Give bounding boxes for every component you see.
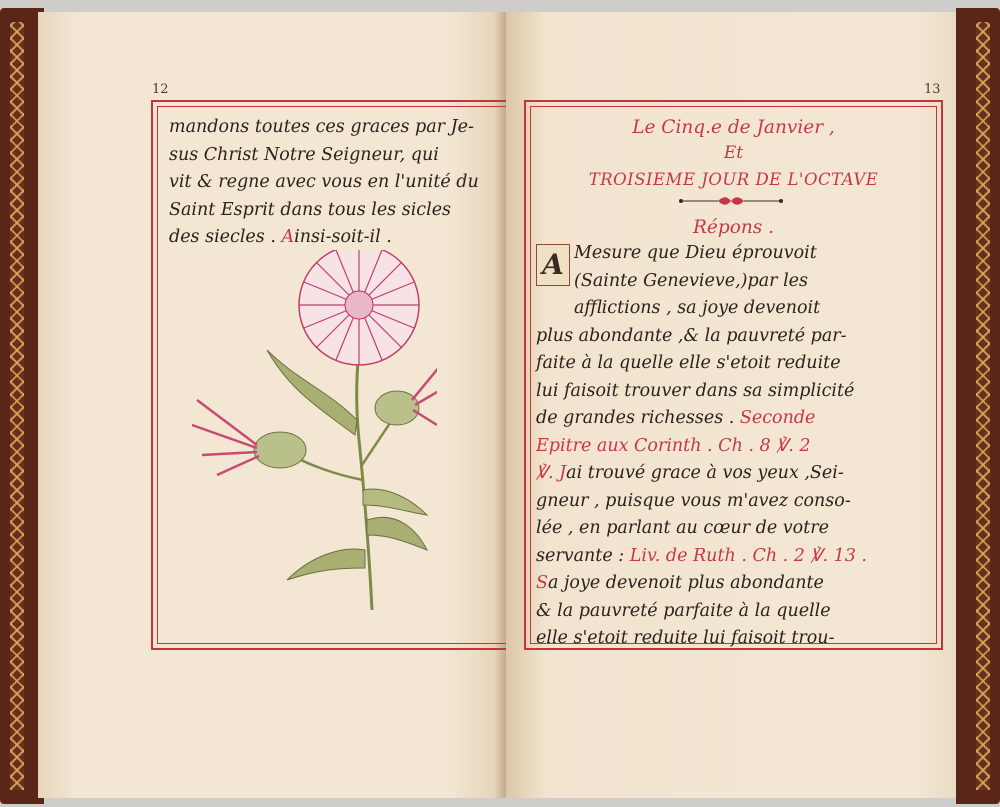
rubric-initial: J (559, 463, 567, 483)
text-line: plus abondante ,& la pauvreté par- (536, 325, 847, 346)
text-line: Sa joye devenoit plus abondante (536, 573, 824, 593)
text-line: des siecles . Ainsi-soit-il . (169, 227, 392, 247)
section-title-repons: Répons . (692, 217, 775, 238)
rubric-initial: S (536, 573, 548, 593)
text-line: lée , en parlant au cœur de votre (536, 518, 829, 538)
text-line: de grandes richesses . Seconde (536, 408, 816, 428)
right-binding (956, 8, 1000, 804)
left-text-frame (151, 100, 531, 650)
versicle-mark: ℣. (536, 463, 554, 483)
fleuron-ornament (676, 194, 786, 208)
illuminated-initial: A (536, 244, 570, 286)
text-line: (Sainte Genevieve,)par les (574, 270, 809, 291)
text-line: & la pauvreté parfaite à la quelle (536, 600, 831, 621)
open-book (0, 8, 1000, 804)
right-text-frame (524, 100, 943, 650)
scripture-reference: Epitre aux Corinth . Ch . 8 ℣. 2 (536, 435, 811, 456)
text-line: mandons toutes ces graces par Je- (169, 117, 474, 137)
scripture-reference: Liv. de Ruth . Ch . 2 ℣. 13 . (629, 545, 867, 566)
cornflower-illustration (187, 250, 437, 620)
rubric-initial: A (281, 227, 295, 247)
text-line: gneur , puisque vous m'avez conso- (536, 490, 851, 511)
heading-octave: TROISIEME JOUR DE L'OCTAVE (588, 170, 879, 189)
text-line: sus Christ Notre Seigneur, qui (169, 144, 439, 165)
right-page (506, 12, 956, 798)
gilt-tooling-right (976, 22, 990, 790)
text-line: lui faisoit trouver dans sa simplicité (536, 380, 855, 401)
gilt-tooling-left (10, 22, 24, 790)
heading-date: Le Cinq.e de Janvier , (632, 117, 835, 138)
scripture-reference: Seconde (739, 408, 816, 428)
text-line: vit & regne avec vous en l'unité du (169, 172, 479, 192)
text-line: faite à la quelle elle s'etoit reduite (536, 353, 841, 373)
text-line: Mesure que Dieu éprouvoit (574, 243, 817, 263)
text-line: elle s'etoit reduite lui faisoit trou- (536, 628, 835, 648)
heading-et: Et (723, 143, 744, 163)
text-line: afflictions , sa joye devenoit (574, 298, 821, 318)
left-page-number: 12 (152, 82, 169, 97)
left-page (38, 12, 508, 798)
right-page-number: 13 (924, 82, 941, 97)
repons-text (536, 240, 936, 653)
text-line: servante : Liv. de Ruth . Ch . 2 ℣. 13 . (536, 545, 867, 566)
left-text-block (169, 114, 509, 252)
text-line: Saint Esprit dans tous les sicles (169, 199, 452, 220)
text-line: ℣. Jai trouvé grace à vos yeux ,Sei- (536, 463, 844, 483)
